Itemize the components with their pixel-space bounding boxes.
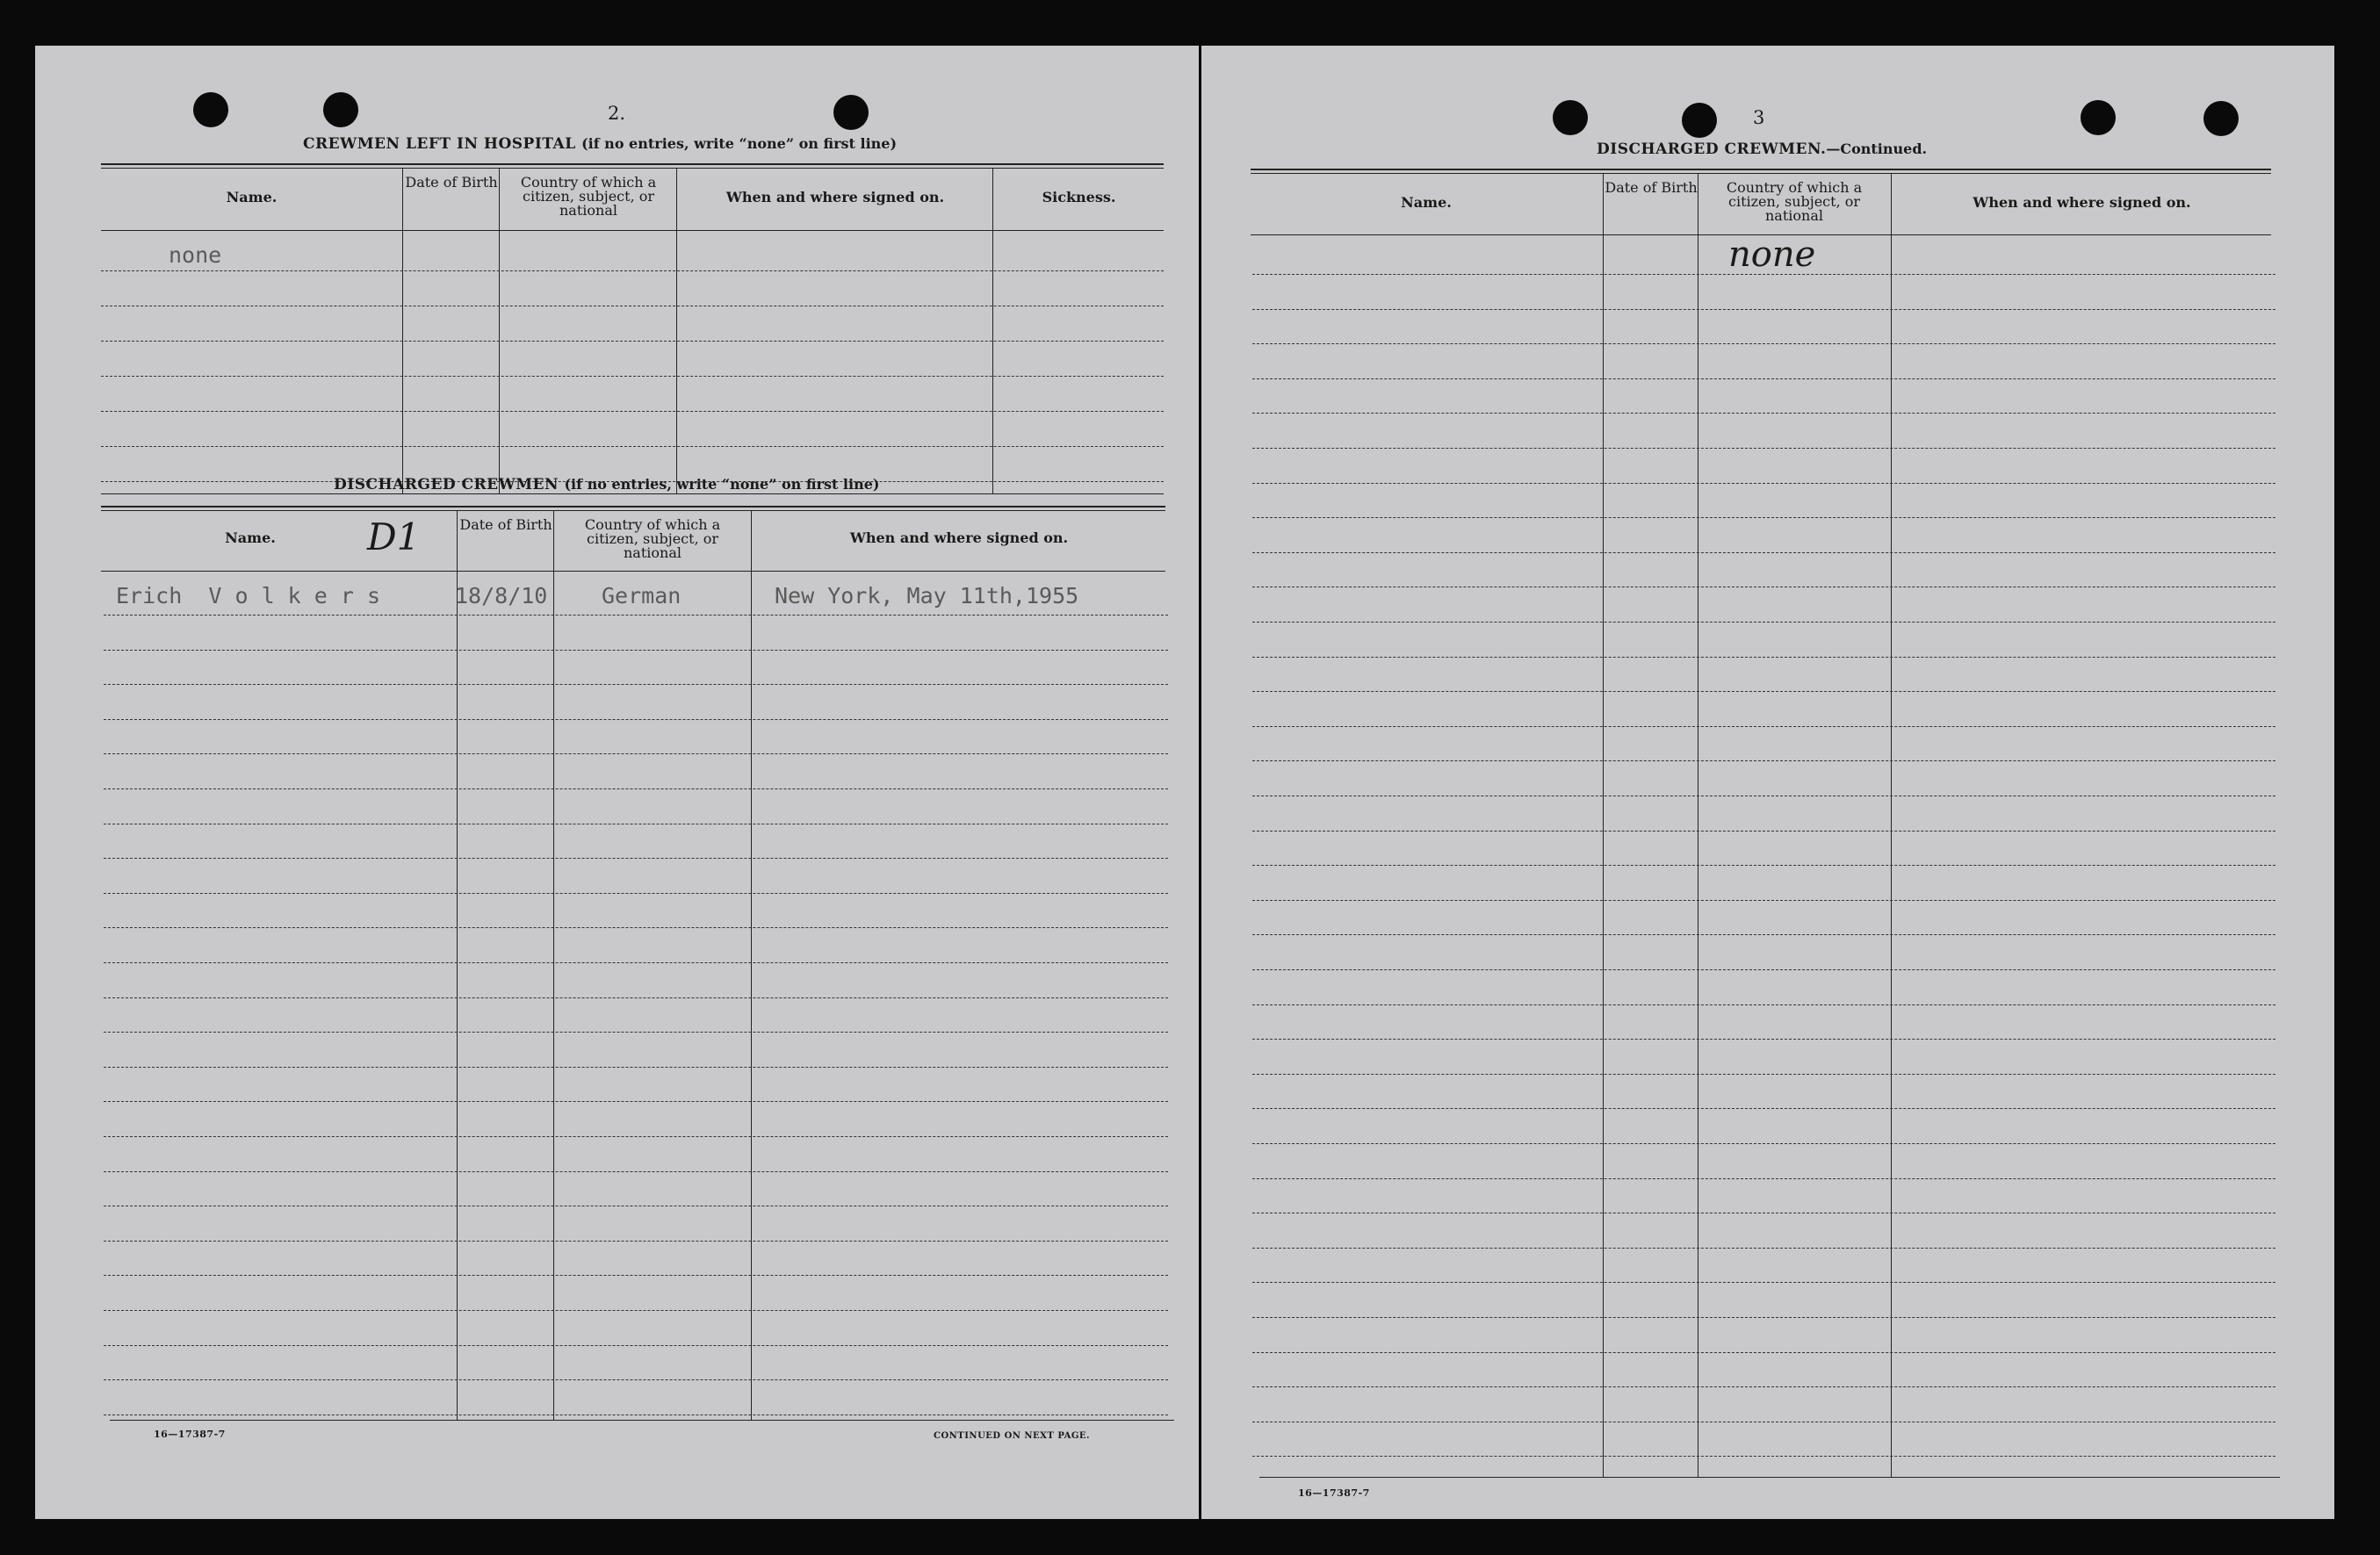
form-number: 16—17387-7 [154, 1429, 226, 1440]
entry-line [104, 719, 1168, 720]
page-number: 3 [1753, 107, 1765, 128]
entry-line [104, 1241, 1168, 1242]
entry-line [1252, 1386, 2275, 1387]
punch-hole [323, 92, 358, 127]
left-page [35, 46, 1199, 1519]
entry-line [1252, 1282, 2275, 1283]
column-divider [751, 511, 752, 1420]
col-name: Name. [1401, 194, 1452, 211]
hospital-title-text: CREWMEN LEFT IN HOSPITAL [303, 135, 576, 153]
entry-line [1252, 1248, 2275, 1249]
entry-line [104, 1345, 1168, 1346]
hospital-entry-name: none [169, 242, 222, 268]
crewman-signed-on: New York, May 11th,1955 [775, 583, 1079, 608]
header-rule [101, 230, 1164, 231]
right-page [1201, 46, 2334, 1519]
entry-line [1252, 309, 2275, 310]
entry-line [1252, 969, 2275, 970]
entry-line [1252, 1074, 2275, 1075]
column-divider [676, 169, 677, 493]
entry-line [1252, 274, 2275, 275]
crewman-name: Erich V o l k e r s [116, 583, 381, 608]
table-top-rule [101, 506, 1165, 508]
entry-line [1252, 1108, 2275, 1109]
entry-line [1252, 1004, 2275, 1005]
continued-title-text: DISCHARGED CREWMEN. [1597, 140, 1827, 158]
entry-line [1252, 657, 2275, 658]
entry-line [104, 1032, 1168, 1033]
entry-line [1252, 691, 2275, 692]
entry-line [1252, 1039, 2275, 1040]
punch-hole [833, 95, 869, 130]
handwritten-none: none [1728, 234, 1816, 275]
entry-line [104, 858, 1168, 859]
table-bottom-rule [110, 1420, 1174, 1421]
entry-line [101, 270, 1164, 271]
entry-line [104, 650, 1168, 651]
punch-hole [193, 92, 228, 127]
table-bottom-rule [101, 493, 1164, 494]
entry-line [1252, 1352, 2275, 1353]
punch-hole [2203, 101, 2239, 136]
discharged-continued-title [1597, 140, 1927, 158]
entry-line [1252, 448, 2275, 449]
entry-line [104, 1067, 1168, 1068]
col-name: Name. [226, 189, 278, 205]
table-bottom-rule [1259, 1477, 2280, 1478]
column-divider [402, 169, 403, 493]
column-divider [553, 511, 554, 1420]
discharged-instruction: (if no entries, write “none” on first line) [564, 476, 880, 493]
col-country: Country of which a citizen, subject, or national [1726, 179, 1863, 224]
entry-line [104, 788, 1168, 789]
entry-line [104, 1136, 1168, 1137]
entry-line [104, 1171, 1168, 1172]
col-signed-on: When and where signed on. [1973, 194, 2191, 211]
table-top-rule [1251, 169, 2271, 170]
entry-line [104, 753, 1168, 754]
entry-line [101, 376, 1164, 377]
column-divider [499, 169, 500, 493]
entry-line [1252, 1143, 2275, 1144]
continued-note: CONTINUED ON NEXT PAGE. [934, 1431, 1091, 1441]
entry-line [104, 615, 1168, 616]
entry-line [1252, 934, 2275, 935]
entry-line [1252, 795, 2275, 796]
handwritten-annotation: D1 [367, 515, 421, 558]
table-top-rule [101, 163, 1164, 165]
hospital-section-title [303, 135, 897, 153]
crewman-dob: 18/8/10 [455, 583, 548, 608]
entry-line [1252, 1317, 2275, 1318]
page-number: 2. [608, 103, 626, 124]
punch-hole [1553, 100, 1588, 135]
hospital-instruction: (if no entries, write “none” on first line) [581, 135, 898, 152]
entry-line [104, 1379, 1168, 1380]
entry-line [1252, 343, 2275, 344]
entry-line [104, 997, 1168, 998]
discharged-section-title [334, 476, 879, 493]
column-divider [992, 169, 993, 493]
punch-hole [1682, 103, 1717, 138]
entry-line [101, 446, 1164, 447]
entry-line [1252, 622, 2275, 623]
entry-line [1252, 483, 2275, 484]
column-divider [457, 511, 458, 1420]
entry-line [104, 684, 1168, 685]
entry-line [1252, 726, 2275, 727]
entry-line [1252, 900, 2275, 901]
entry-line [104, 1310, 1168, 1311]
entry-line [101, 411, 1164, 412]
entry-line [1252, 378, 2275, 379]
col-country: Country of which a citizen, subject, or national [520, 174, 657, 219]
col-signed-on: When and where signed on. [849, 529, 1069, 546]
entry-line [1252, 413, 2275, 414]
entry-line [1252, 760, 2275, 761]
col-dob: Date of Birth [459, 516, 552, 533]
entry-line [104, 962, 1168, 963]
col-dob: Date of Birth [1605, 179, 1698, 196]
entry-line [1252, 865, 2275, 866]
punch-hole [2081, 100, 2116, 135]
entry-line [1252, 1178, 2275, 1179]
col-sickness: Sickness. [1042, 189, 1116, 205]
form-number: 16—17387-7 [1298, 1487, 1370, 1499]
continued-suffix: —Continued. [1826, 140, 1928, 157]
entry-line [104, 927, 1168, 928]
entry-line [1252, 552, 2275, 553]
entry-line [101, 341, 1164, 342]
entry-line [1252, 517, 2275, 518]
col-country: Country of which a citizen, subject, or national [584, 516, 721, 561]
entry-line [104, 893, 1168, 894]
crewman-country: German [602, 583, 682, 608]
entry-line [104, 1275, 1168, 1276]
header-rule [101, 571, 1165, 572]
col-signed-on: When and where signed on. [725, 189, 945, 205]
entry-line [1252, 1456, 2275, 1457]
col-dob: Date of Birth [405, 174, 498, 191]
entry-line [104, 1101, 1168, 1102]
discharged-title-text: DISCHARGED CREWMEN [334, 476, 559, 493]
col-name: Name. [225, 529, 276, 546]
